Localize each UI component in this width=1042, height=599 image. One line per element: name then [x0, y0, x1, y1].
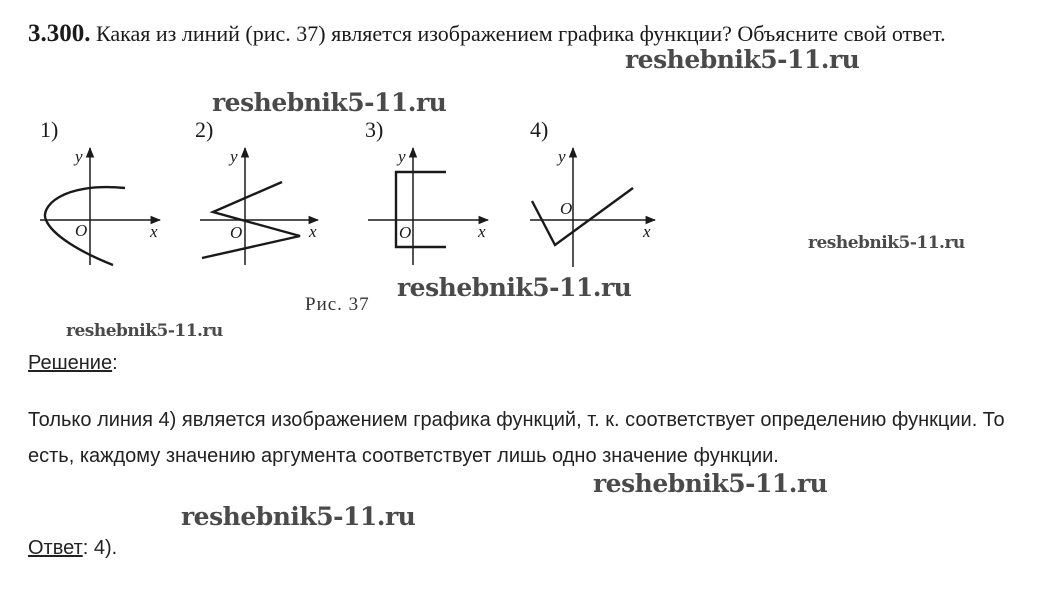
watermark: reshebnik5-11.ru	[66, 321, 223, 341]
origin-label: O	[560, 199, 573, 218]
panel-label-2: 2)	[195, 117, 214, 142]
graph-panel-1	[40, 117, 160, 265]
x-axis-label: x	[478, 222, 486, 241]
solution-heading: Решение	[28, 352, 113, 374]
solution-heading-line	[28, 352, 118, 375]
y-axis-label: y	[398, 147, 406, 166]
watermark: reshebnik5-11.ru	[181, 502, 416, 531]
solution-text: Только линия 4) является изображением графика функций, т. к. соответствует определению функции. То есть, каждому значению аргумента соответствует лишь одно значение функции.	[28, 409, 1005, 467]
problem-number: 3.300.	[28, 20, 91, 47]
x-axis-label: x	[643, 222, 651, 241]
watermark: reshebnik5-11.ru	[625, 45, 860, 74]
y-axis-label: y	[558, 147, 566, 166]
answer-value: : 4).	[82, 537, 118, 559]
y-axis-label: y	[230, 147, 238, 166]
answer-line	[28, 537, 117, 560]
panel-label-4: 4)	[530, 117, 549, 142]
panel-label-3: 3)	[365, 117, 384, 142]
graph-panel-3	[365, 117, 488, 265]
watermark: reshebnik5-11.ru	[808, 233, 965, 253]
y-axis-label: y	[75, 147, 83, 166]
problem-text: Какая из линий (рис. 37) является изображением графика функции? Объясните свой ответ.	[96, 21, 946, 46]
problem-statement	[28, 14, 1028, 54]
watermark: reshebnik5-11.ru	[212, 88, 447, 117]
origin-label: O	[230, 223, 243, 242]
curve-broken-line	[532, 188, 633, 245]
answer-label: Ответ	[28, 537, 83, 559]
origin-label: O	[399, 223, 412, 242]
watermark: reshebnik5-11.ru	[397, 273, 632, 302]
graph-panel-2	[195, 117, 318, 265]
origin-label: O	[75, 221, 88, 240]
watermark: reshebnik5-11.ru	[593, 469, 828, 498]
solution-heading-colon: :	[112, 352, 118, 374]
x-axis-label: x	[150, 222, 158, 241]
graph-panel-4	[530, 117, 655, 267]
panel-label-1: 1)	[40, 117, 59, 142]
x-axis-label: x	[309, 222, 317, 241]
figure-caption: Рис. 37	[305, 294, 370, 315]
